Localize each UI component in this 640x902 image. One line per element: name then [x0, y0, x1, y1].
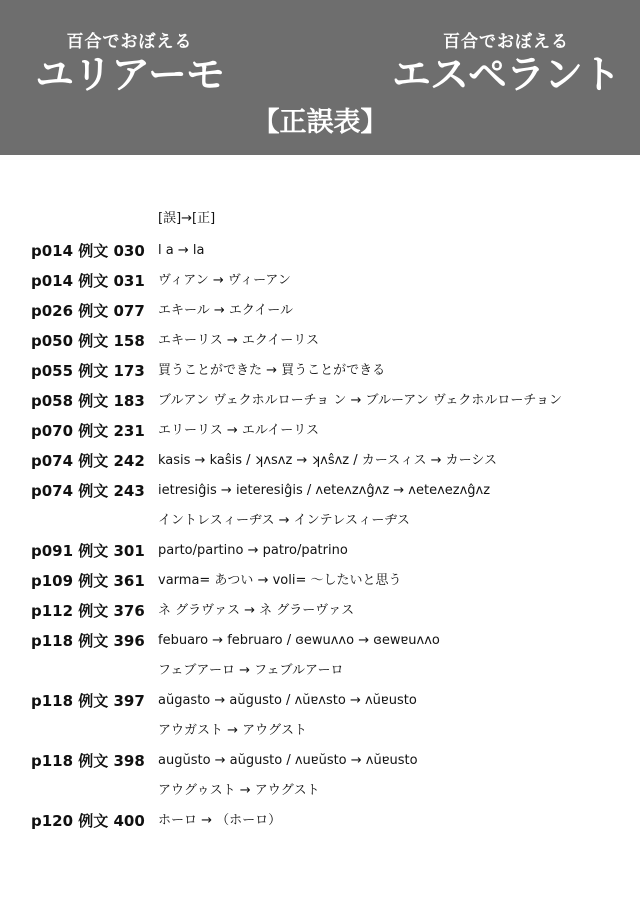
page-reference: p074 例文 242	[31, 452, 145, 470]
page-reference: p074 例文 243	[31, 482, 145, 500]
correction-text: augŭsto → aŭgusto / ʌuɐŭsto → ʌŭɐusto	[158, 753, 418, 768]
errata-row	[0, 625, 640, 655]
errata-row	[0, 265, 640, 295]
page-reference: p109 例文 361	[31, 572, 145, 590]
errata-row	[0, 775, 640, 805]
page-reference: p014 例文 030	[31, 242, 145, 260]
page-reference: p070 例文 231	[31, 422, 145, 440]
correction-text: エキーリス → エクイーリス	[158, 333, 319, 348]
header-banner	[0, 0, 640, 155]
right-book-subtitle: 百合でおぼえる	[443, 32, 569, 52]
correction-text: ネ グラヴァス → ネ グラーヴァス	[158, 603, 355, 618]
errata-row	[0, 385, 640, 415]
errata-row	[0, 355, 640, 385]
correction-text: ブルアン ヴェクホルローチョ ン → ブルーアン ヴェクホルローチョン	[158, 393, 563, 408]
errata-row	[0, 655, 640, 685]
page-reference: p112 例文 376	[31, 602, 145, 620]
correction-text: フェブアーロ → フェブルアーロ	[158, 663, 344, 678]
page-reference: p050 例文 158	[31, 332, 145, 350]
page-reference: p118 例文 396	[31, 632, 145, 650]
errata-row	[0, 685, 640, 715]
correction-text: parto/partino → patro/patrino	[158, 543, 348, 558]
left-book-logo	[22, 32, 237, 98]
correction-text: ヴィアン → ヴィーアン	[158, 273, 291, 288]
left-book-subtitle: 百合でおぼえる	[66, 32, 193, 52]
errata-row	[0, 565, 640, 595]
page-reference: p055 例文 173	[31, 362, 145, 380]
page-reference: p120 例文 400	[31, 812, 145, 830]
page-title: 【正誤表】	[252, 107, 388, 138]
errata-row	[0, 715, 640, 745]
errata-row	[0, 235, 640, 265]
correction-text: l a → la	[158, 243, 205, 258]
correction-text: febuaro → februaro / ɞewuʌʌo → ɞewɐuʌʌo	[158, 633, 440, 648]
correction-text: イントレスィーヂス → インテレスィーヂス	[158, 513, 410, 528]
errata-row	[0, 535, 640, 565]
correction-text: 買うことができた → 買うことができる	[158, 363, 386, 378]
page-reference: p118 例文 398	[31, 752, 145, 770]
correction-text: ietresiĝis → ieteresiĝis / ʌeteʌzʌĝʌz → ʌeteʌezʌĝʌz	[158, 483, 491, 498]
correction-text: エリーリス → エルイーリス	[158, 423, 319, 438]
errata-row	[0, 415, 640, 445]
errata-row	[0, 475, 640, 505]
correction-text: エキール → エクイール	[158, 303, 293, 318]
page-reference: p014 例文 031	[31, 272, 145, 290]
right-book-logo	[392, 32, 620, 98]
page-reference: p026 例文 077	[31, 302, 145, 320]
errata-row	[0, 805, 640, 835]
correction-text: kasis → kaŝis / ʞʌsʌz → ʞʌŝʌz / カースィス → カーシス	[158, 453, 498, 468]
correction-text: ホーロ → （ホーロ）	[158, 813, 282, 828]
page-reference: p058 例文 183	[31, 392, 145, 410]
correction-text: アウガスト → アウグスト	[158, 723, 308, 738]
correction-text: アウグゥスト → アウグスト	[158, 783, 320, 798]
page-reference: p091 例文 301	[31, 542, 145, 560]
errata-row	[0, 745, 640, 775]
page-reference: p118 例文 397	[31, 692, 145, 710]
errata-row	[0, 295, 640, 325]
errata-row	[0, 505, 640, 535]
legend-wrong-correct: [誤]→[正]	[158, 211, 216, 226]
right-book-title: エスペラント	[392, 52, 621, 98]
left-book-title: ユリアーモ	[35, 52, 224, 98]
correction-text: aŭgasto → aŭgusto / ʌŭɐʌsto → ʌŭɐusto	[158, 693, 417, 708]
correction-text: varma= あつい → voli= 〜したいと思う	[158, 573, 402, 588]
errata-row	[0, 325, 640, 355]
errata-row	[0, 595, 640, 625]
errata-row	[0, 445, 640, 475]
